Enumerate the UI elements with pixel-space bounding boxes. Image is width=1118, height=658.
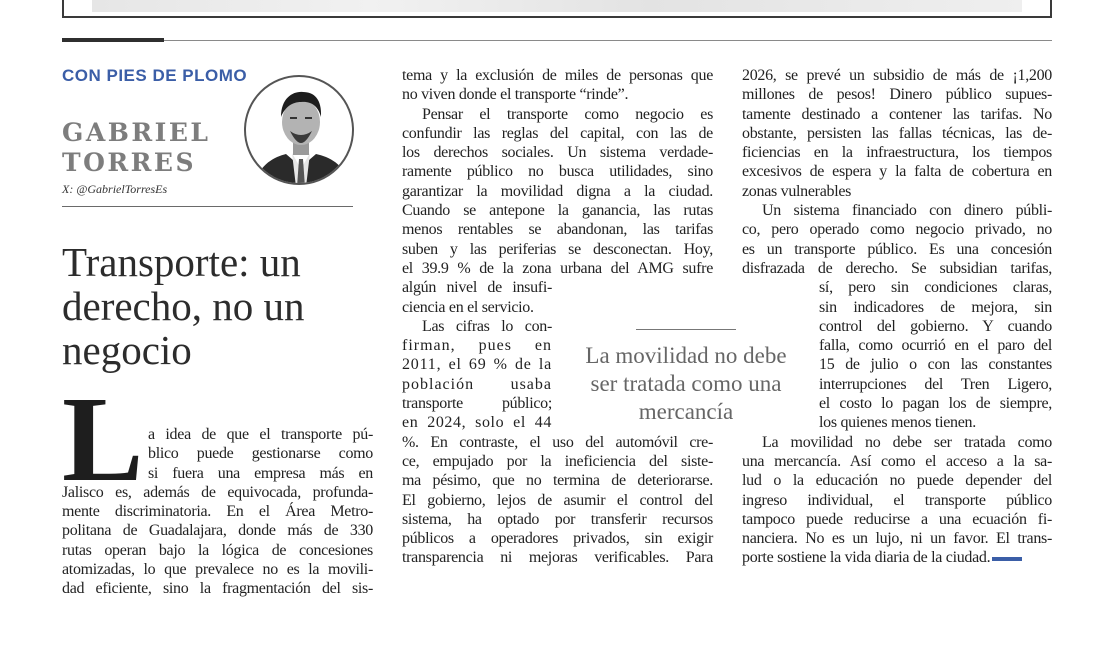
text-line: en 2024, solo el 44 bbox=[402, 414, 552, 432]
section-label: CON PIES DE PLOMO bbox=[62, 66, 248, 85]
text-line: lud o la educación no puede depender del bbox=[742, 472, 1052, 490]
text-line: suben y las periferias se desconectan. Hoy, bbox=[402, 240, 713, 258]
text-line: porte sostiene la vida diaria de la ciudad. bbox=[742, 549, 991, 567]
text-line: Pensar el transporte como negocio es bbox=[422, 105, 713, 123]
text-line: si fuera una empresa más en bbox=[148, 464, 373, 482]
text-line: atomizadas, lo que prevalece no es la movili- bbox=[62, 561, 373, 579]
text-line: disfrazada de derecho. Se subsidian tarifas, bbox=[742, 259, 1052, 277]
text-line: tema y la exclusión de miles de personas que bbox=[402, 67, 713, 84]
text-line: ma pésimo, que no termina de deteriorarse. bbox=[402, 472, 713, 490]
text-line: Jalisco es, además de equivocada, profunda- bbox=[62, 483, 373, 501]
text-line: tamente destinado a contener las tarifas. No bbox=[742, 105, 1052, 123]
text-line: el 39.9 % de la zona urbana del AMG sufre bbox=[402, 259, 713, 277]
text-line: garantizar la movilidad digna a la ciudad. bbox=[402, 182, 713, 200]
headline-line: negocio bbox=[62, 327, 192, 373]
pull-quote-line: La movilidad no debe bbox=[585, 343, 787, 368]
text-line: 2011, el 69 % de la bbox=[402, 356, 552, 374]
text-line: obstante, persisten las fallas técnicas, las de- bbox=[742, 124, 1052, 142]
text-line: los quienes menos tienen. bbox=[819, 414, 976, 432]
author-portrait bbox=[244, 75, 354, 185]
column-2 bbox=[402, 66, 713, 568]
text-line: públicos a operadores privados, sin exigir bbox=[402, 530, 713, 548]
text-line: es un transporte público. Es una concesión bbox=[742, 240, 1052, 258]
byline-rule bbox=[62, 206, 353, 207]
text-line: menos rentables se abandonan, las tarifas bbox=[402, 221, 713, 239]
text-line: sin indicadores de mejora, sin bbox=[819, 298, 1052, 316]
headline bbox=[62, 240, 362, 372]
text-line: excesivos de espera y la falta de cobertura en bbox=[742, 163, 1052, 181]
text-line: blico puede gestionarse como bbox=[148, 445, 373, 463]
headline-line: Transporte: un bbox=[62, 239, 301, 285]
column-1 bbox=[62, 425, 373, 599]
pull-quote-rule bbox=[636, 329, 736, 330]
text-line: 2026, se prevé un subsidio de más de ¡1,200 bbox=[742, 67, 1052, 84]
text-line: tampoco puede reducirse a una ecuación fi- bbox=[742, 510, 1052, 528]
text-line: 15 de julio o con las constantes bbox=[819, 356, 1052, 374]
text-line: rutas operan bajo la lógica de concesiones bbox=[62, 541, 373, 559]
text-line: a idea de que el transporte pú- bbox=[148, 426, 373, 443]
column-3 bbox=[742, 66, 1052, 568]
column-rule-thick bbox=[62, 38, 164, 42]
text-line: el costo lo pagan los de siempre, bbox=[819, 395, 1052, 413]
text-line: ficiencias en la infraestructura, los tiempos bbox=[742, 144, 1052, 162]
text-line: Las cifras lo con- bbox=[422, 317, 552, 335]
text-line: no viven donde el transporte “rinde”. bbox=[402, 86, 629, 104]
text-line: nanciera. No es un lujo, ni un favor. El trans- bbox=[742, 530, 1052, 548]
author-name bbox=[62, 118, 210, 178]
drop-cap: L bbox=[62, 372, 144, 507]
text-line: Un sistema financiado con dinero públi- bbox=[762, 202, 1052, 220]
text-line: ce, empujado por la ineficiencia del siste- bbox=[402, 452, 713, 470]
text-line: sistema, ha optado por transferir recursos bbox=[402, 510, 713, 528]
text-line: una mercancía. Así como el acceso a la sa- bbox=[742, 452, 1052, 470]
text-line: ramente público no busca utilidades, sino bbox=[402, 163, 713, 181]
author-handle: X: @GabrielTorresEs bbox=[62, 182, 168, 196]
text-line: millones de pesos! Dinero público supues- bbox=[742, 86, 1052, 104]
text-line: %. En contraste, el uso del automóvil cre- bbox=[402, 433, 713, 451]
text-line: interrupciones del Tren Ligero, bbox=[819, 375, 1052, 393]
text-line: El gobierno, lejos de asumir el control del bbox=[402, 491, 713, 509]
text-line: dad eficiente, sino la fragmentación del sis- bbox=[62, 580, 373, 598]
text-line: politana de Guadalajara, donde más de 330 bbox=[62, 522, 373, 540]
pull-quote-line: mercancía bbox=[638, 399, 734, 424]
text-line-last bbox=[742, 548, 1052, 567]
top-photo-strip bbox=[92, 0, 1022, 12]
text-line: La movilidad no debe ser tratada como bbox=[762, 433, 1052, 451]
author-last-name: TORRES bbox=[62, 148, 197, 177]
text-line: Cuando se antepone la ganancia, las rutas bbox=[402, 202, 713, 220]
end-mark-icon bbox=[992, 557, 1022, 561]
author-first-name: GABRIEL bbox=[62, 118, 211, 147]
text-line: los derechos sociales. Un sistema verdade- bbox=[402, 144, 713, 162]
portrait-illustration-icon bbox=[246, 77, 354, 185]
text-line: firman, pues en bbox=[402, 337, 552, 355]
column-rule-thin bbox=[164, 40, 1052, 41]
text-line: confundir las reglas del capital, con las de bbox=[402, 124, 713, 142]
headline-line: derecho, no un bbox=[62, 283, 305, 329]
text-line: co, pero operado como negocio privado, no bbox=[742, 221, 1052, 239]
text-line: transparencia ni mejoras verificables. Para bbox=[402, 549, 713, 567]
text-line: transporte público; bbox=[402, 395, 552, 413]
text-line: ingreso individual, el transporte público bbox=[742, 491, 1052, 509]
text-line: mente discriminatoria. En el Área Metro- bbox=[62, 503, 373, 521]
text-line: zonas vulnerables bbox=[742, 182, 852, 200]
text-line: sí, pero sin condiciones claras, bbox=[819, 279, 1052, 297]
text-line: población usaba bbox=[402, 375, 552, 393]
text-line: algún nivel de insufi- bbox=[402, 279, 552, 297]
text-line: ciencia en el servicio. bbox=[402, 298, 534, 316]
text-line: falla, como ocurrió en el paro del bbox=[819, 337, 1052, 355]
text-line: control del gobierno. Y cuando bbox=[819, 317, 1052, 335]
pull-quote-line: ser tratada como una bbox=[590, 371, 782, 396]
